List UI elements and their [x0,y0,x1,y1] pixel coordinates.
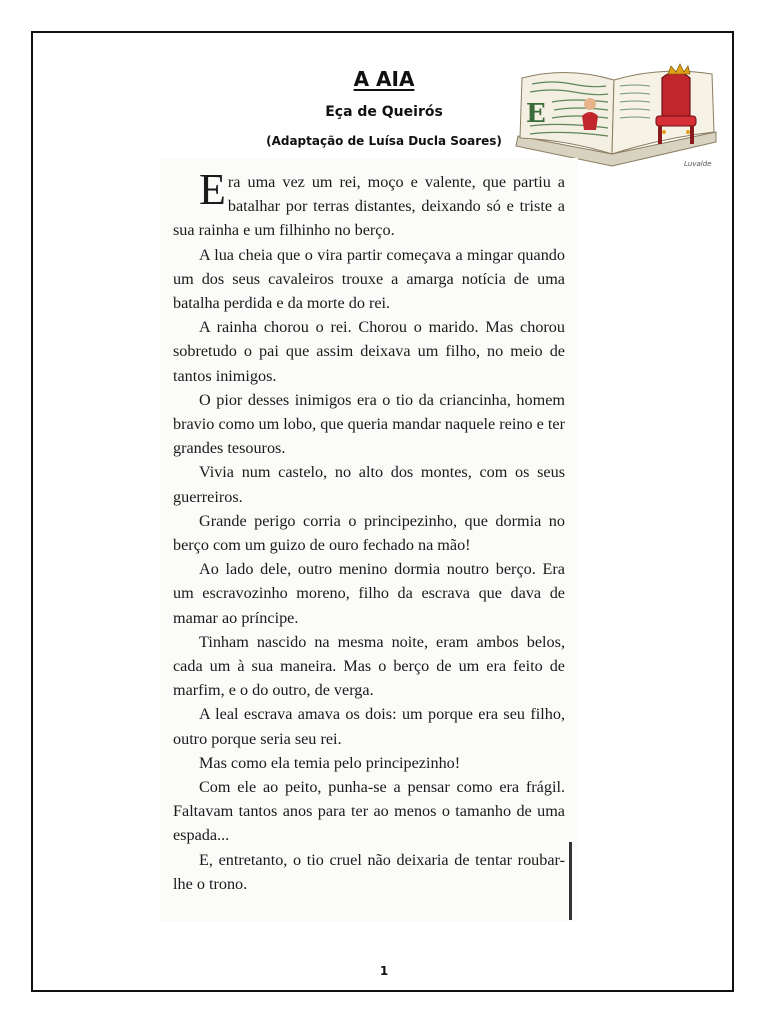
story-paragraph-1 [173,165,565,243]
first-paragraph-text: ra uma vez um rei, moço e valente, que partiu a batalhar por terras distantes, deixando só e triste a sua rainha e um filhinho no berço. [173,173,565,240]
page-number: 1 [379,964,389,978]
illustration-signature: Luvalde [684,160,712,168]
story-paragraph: Ao lado dele, outro menino dormia noutro berço. Era um escravozinho moreno, filho da escrava que dava de mamar ao príncipe. [173,560,565,627]
scan-edge-line [569,842,572,920]
title-text: A AIA [353,67,415,91]
author-name: Eça de Queirós [325,104,443,120]
svg-text:E: E [526,99,546,129]
story-paragraph: Tinham nascido na mesma noite, eram ambos belos, cada um à sua maneira. Mas o berço de um era feito de marfim, e o do outro, de verga. [173,632,565,700]
story-paragraph: A lua cheia que o vira partir começava a mingar quando um dos seus cavaleiros trouxe a amarga notícia de uma batalha perdida e da morte do rei. [173,245,565,313]
story-paragraph: Grande perigo corria o principezinho, que dormia no berço com um guizo de ouro fechado na mão! [173,511,565,555]
story-paragraph: Com ele ao peito, punha-se a pensar como era frágil. Faltavam tantos anos para ter ao menos o tamanho de uma espada... [173,778,565,845]
story-paragraph: A leal escrava amava os dois: um porque era seu filho, outro porque seria seu rei. [173,705,565,748]
story-paragraph: Vivia num castelo, no alto dos montes, com os seus guerreiros. [173,463,565,506]
story-paragraph: E, entretanto, o tio cruel não deixaria de tentar roubar-lhe o trono. [173,850,565,893]
story-paragraph: Mas como ela temia pelo principezinho! [199,753,461,772]
adaptation-credit: (Adaptação de Luísa Ducla Soares) [266,134,502,148]
drop-cap: E [199,165,226,214]
story-paragraph: O pior desses inimigos era o tio da criancinha, homem bravio como um lobo, que queria mandar naquele reino e ter grandes tesouros. [173,390,565,458]
story-text [173,165,565,896]
story-paragraph: A rainha chorou o rei. Chorou o marido. Mas chorou sobretudo o pai que assim deixava um filho, no meio de tantos inimigos. [173,318,565,385]
